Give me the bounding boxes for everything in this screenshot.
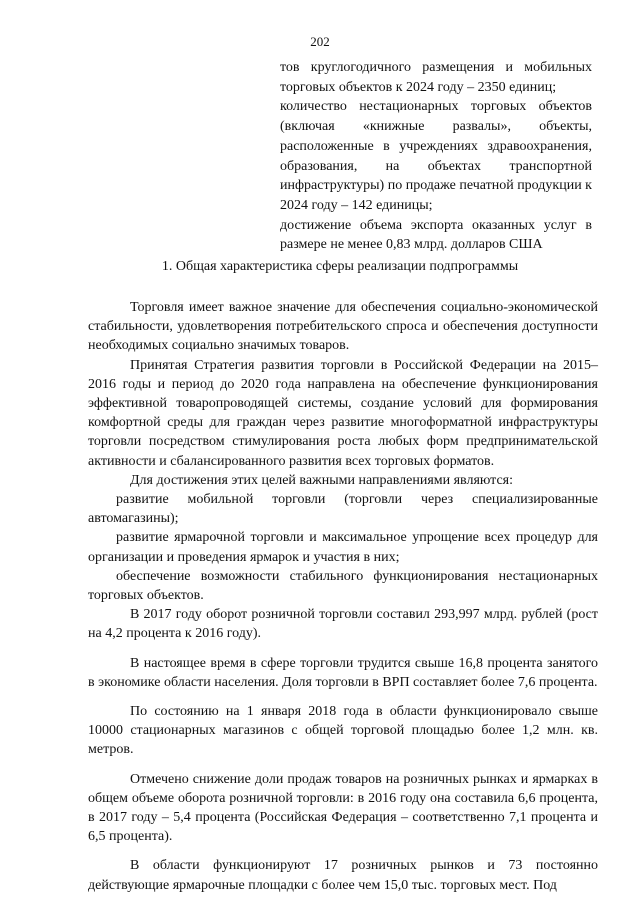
paragraph: В 2017 году оборот розничной торговли составил 293,997 млрд. рублей (рост на 4,2 процента к 2016 году). [88, 607, 598, 642]
target-item: тов круглогодичного размещения и мобильных торговых объектов к 2024 году – 2350 единиц; [280, 60, 592, 95]
body-text [88, 298, 598, 895]
section-heading: 1. Общая характеристика сферы реализации подпрограммы [161, 259, 519, 274]
paragraph: По состоянию на 1 января 2018 года в области функционировало свыше 10000 стационарных магазинов с общей торговой площадью более 1,2 млн. кв. метров. [88, 704, 598, 758]
paragraph: В настоящее время в сфере торговли трудится свыше 16,8 процента занятого в экономике области населения. Доля торговли в ВРП составляет более 7,6 процента. [88, 655, 598, 690]
targets-list [280, 58, 592, 255]
paragraph: Отмечено снижение доли продаж товаров на розничных рынках и ярмарках в общем объеме оборота розничной торговли: в 2016 году она составила 6,6 процента, в 2017 году – 5,4 процента (Российская Федерация – соответственно 7,1 процента и 6,5 процента). [88, 771, 598, 845]
target-item: количество нестационарных торговых объектов (включая «книжные развалы», объекты, расположенные в учреждениях здравоохранения, образования, на объектах транспортной инфраструктуры) по продаже печатной продукции к 2024 году – 142 единицы; [280, 99, 592, 213]
paragraph: Торговля имеет важное значение для обеспечения социально-экономической стабильности, удовлетворения потребительского спроса и обеспечения доступности необходимых социально значимых товаров. [88, 300, 598, 354]
paragraph: Для достижения этих целей важными направлениями являются: [130, 472, 514, 488]
paragraph: В области функционируют 17 розничных рынков и 73 постоянно действующие ярмарочные площадки с более чем 15,0 тыс. торговых мест. Под [88, 858, 598, 893]
list-item: обеспечение возможности стабильного функционирования нестационарных торговых объектов. [88, 568, 598, 604]
list-item: развитие ярмарочной торговли и максимальное упрощение всех процедур для организации и проведения ярмарок и участия в них; [88, 530, 598, 565]
list-item: развитие мобильной торговли (торговли через специализированные автомагазины); [88, 492, 598, 527]
target-item: достижение объема экспорта оказанных услуг в размере не менее 0,83 млрд. долларов США [280, 217, 592, 253]
paragraph: Принятая Стратегия развития торговли в Российской Федерации на 2015–2016 годы и период до 2020 года направлена на обеспечение функционирования эффективной товаропроводящей системы, создание условий для формирования комфортной среды для граждан через развитие многоформатной инфраструктуры торговли посредством стимулирования роста любых форм предпринимательской активности и сбалансированного развития всех торговых форматов. [88, 357, 598, 469]
page-number: 202 [310, 34, 330, 49]
